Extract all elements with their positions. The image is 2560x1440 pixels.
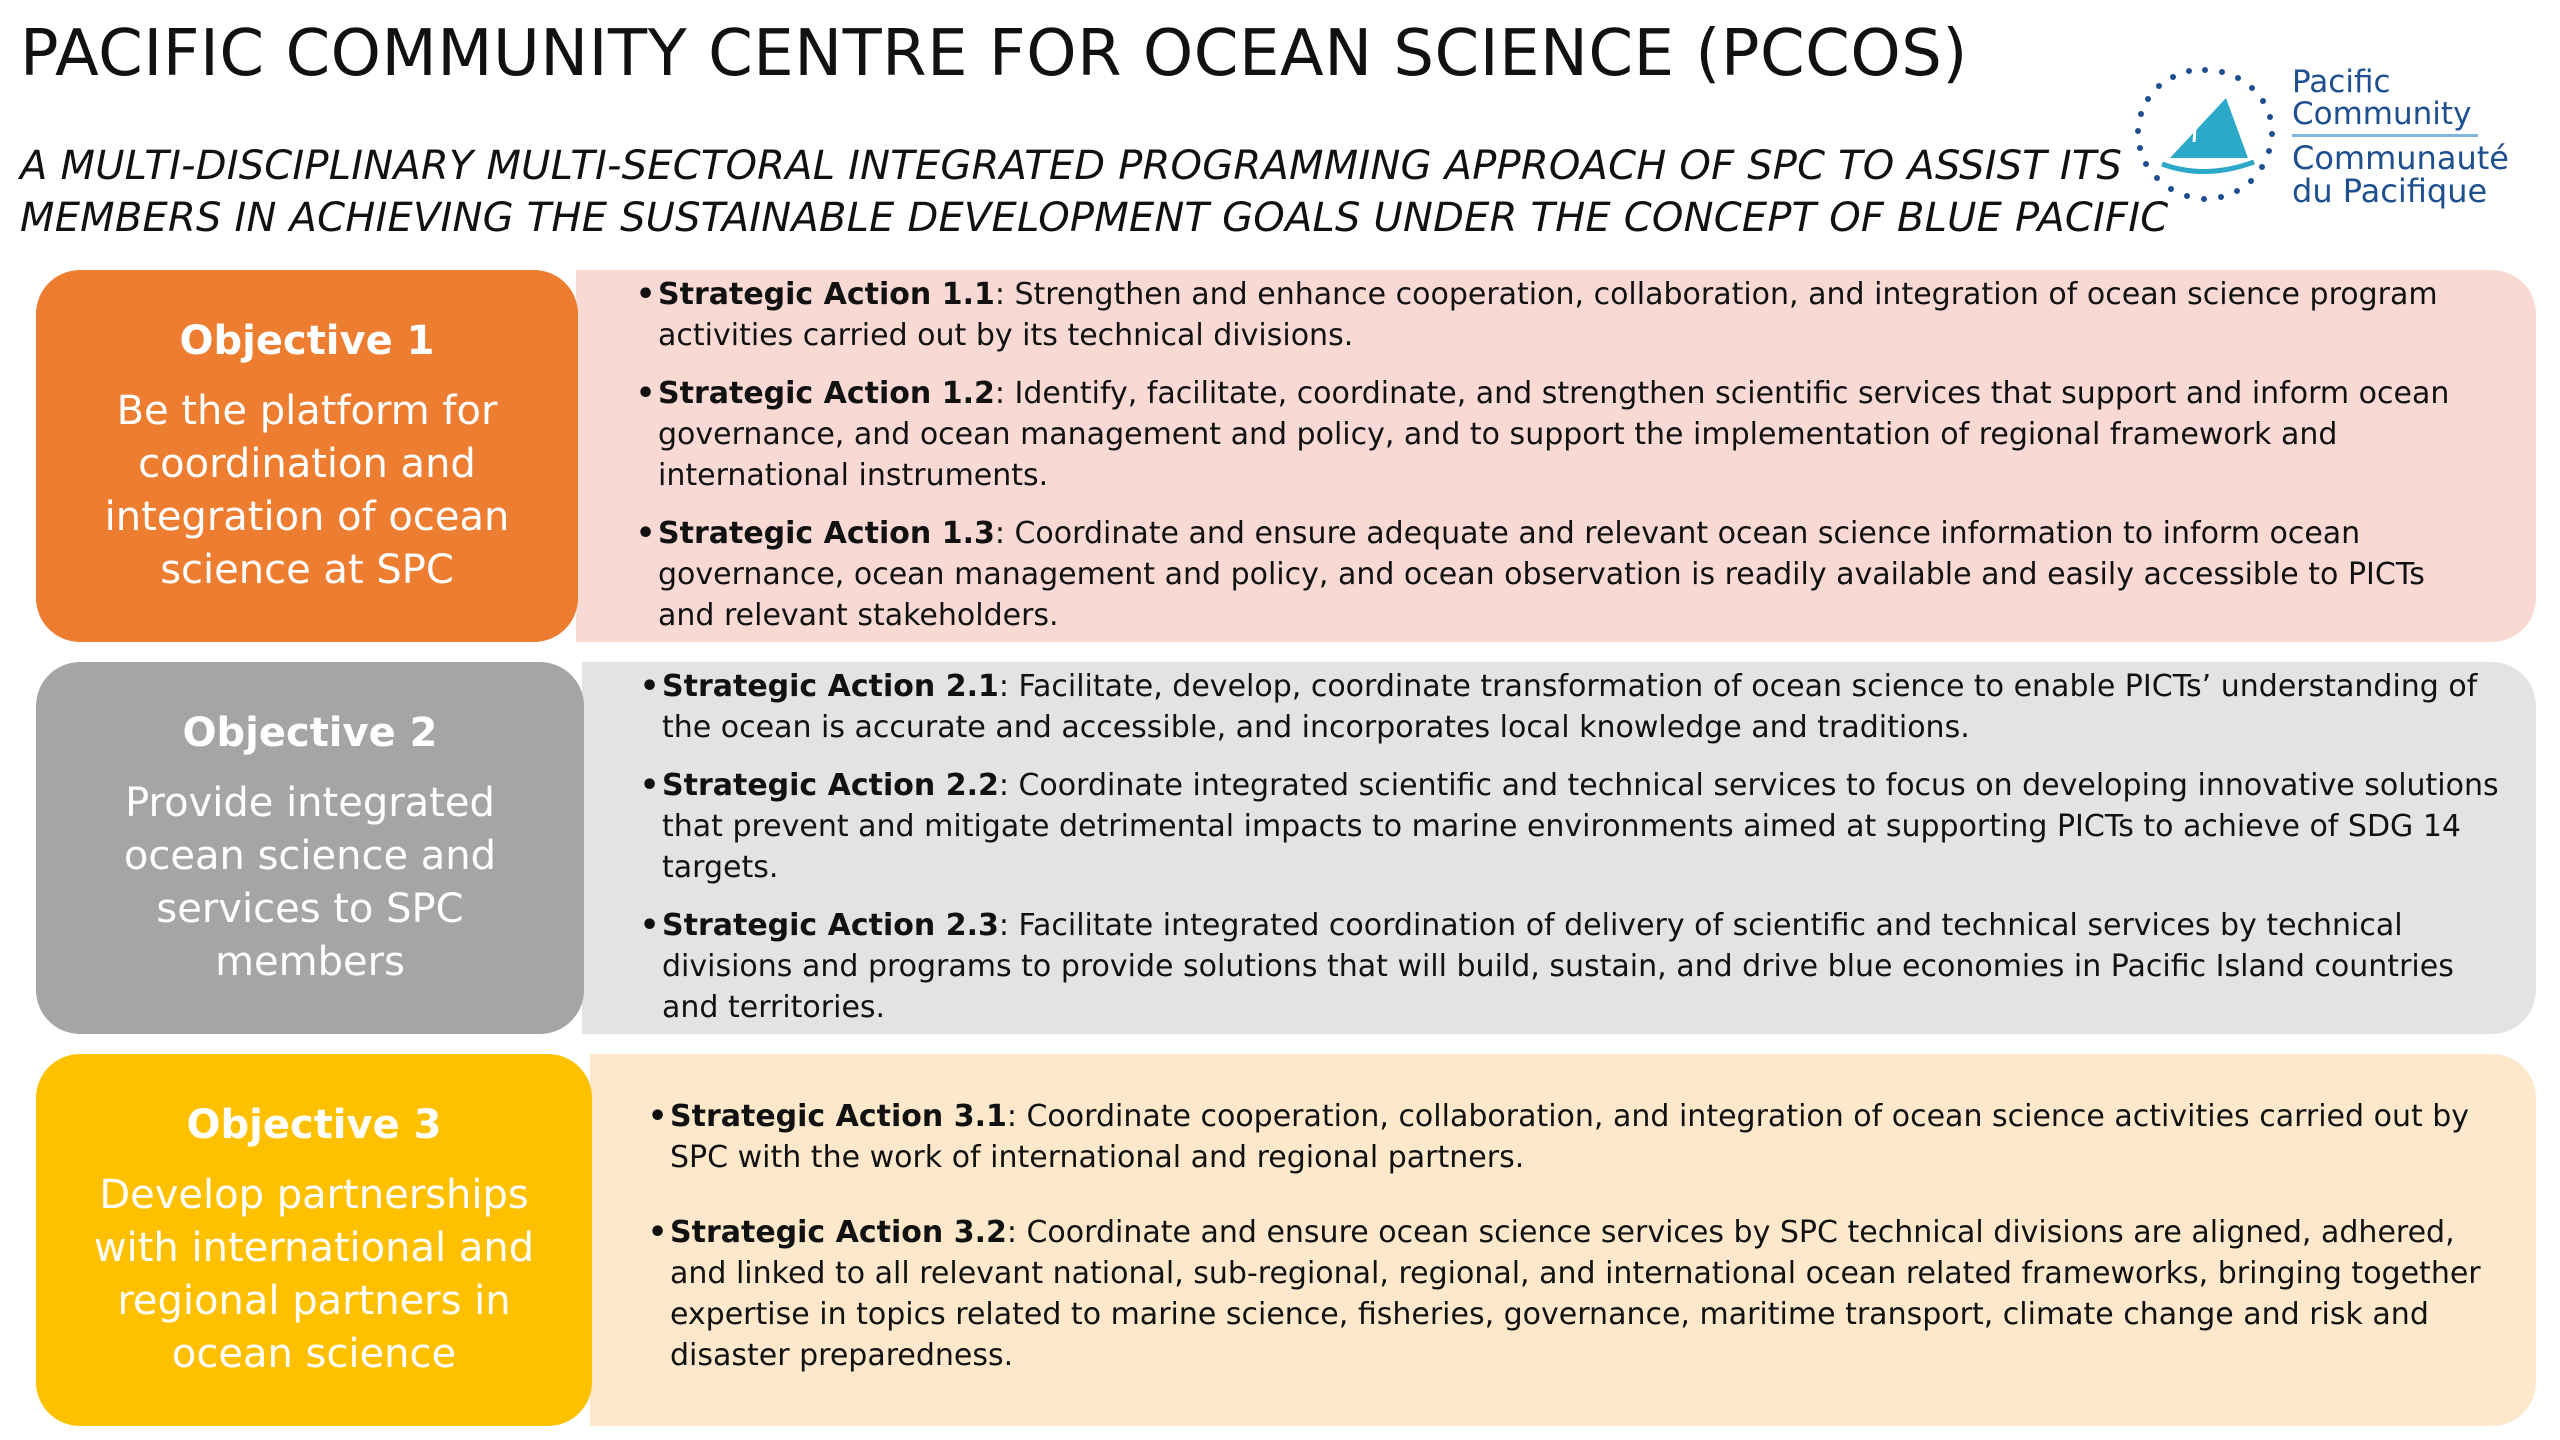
subtitle-line-2: MEMBERS IN ACHIEVING THE SUSTAINABLE DEVELOPMENT GOALS UNDER THE CONCEPT OF BLUE PACIFIC [20, 195, 2169, 241]
logo-text-french [2292, 139, 2509, 210]
strategic-action-text: : Coordinate cooperation, collaboration, and integration of ocean science activities carried out by SPC with the work of international and regional partners. [670, 1099, 2470, 1175]
objective-row-3 [36, 1054, 2536, 1426]
logo-text-en-line1: Pacific [2292, 64, 2391, 100]
strategic-action-1-2 [636, 373, 2466, 496]
objective-row-2 [36, 662, 2536, 1034]
objective-3-actions [648, 1096, 2488, 1393]
strategic-action-3-1 [648, 1096, 2488, 1178]
objective-1-box [36, 270, 578, 642]
objective-3-box [36, 1054, 592, 1426]
strategic-action-3-2 [648, 1212, 2488, 1376]
strategic-action-label: Strategic Action 1.3 [658, 516, 995, 551]
strategic-action-1-1 [636, 274, 2466, 356]
objective-3-description: Develop partnerships with international and regional partners in ocean science [93, 1172, 535, 1377]
logo-divider [2292, 134, 2478, 137]
objective-2-box [36, 662, 584, 1034]
strategic-action-text: : Facilitate integrated coordination of delivery of scientific and technical services by technical divisions and programs to provide solutions that will build, sustain, and drive blue economies in Pacific Island countries and territories. [662, 908, 2454, 1025]
strategic-action-2-1 [640, 666, 2500, 748]
objective-2-title: Objective 2 [182, 710, 438, 756]
page-title: PACIFIC COMMUNITY CENTRE FOR OCEAN SCIENCE (PCCOS) [20, 17, 1968, 91]
pacific-community-logo-icon [2130, 62, 2280, 212]
objective-1-description: Be the platform for coordination and integration of ocean science at SPC [104, 388, 510, 593]
strategic-action-text: : Coordinate and ensure adequate and relevant ocean science information to inform ocean governance, ocean management and policy, and ocean observation is readily available and easily accessible to PICTs and relevant stakeholders. [658, 516, 2425, 633]
logo-text-fr-line2: du Pacifique [2292, 172, 2488, 210]
pacific-community-logo [2130, 62, 2509, 222]
strategic-action-label: Strategic Action 2.3 [662, 908, 999, 943]
logo-text-english [2292, 66, 2471, 130]
strategic-action-1-3 [636, 513, 2466, 636]
logo-text-fr-line1: Communauté [2292, 139, 2509, 177]
strategic-action-text: : Strengthen and enhance cooperation, collaboration, and integration of ocean science program activities carried out by its technical divisions. [658, 277, 2438, 353]
objective-2-description: Provide integrated ocean science and services to SPC members [123, 780, 497, 985]
strategic-action-2-3 [640, 905, 2500, 1028]
strategic-action-label: Strategic Action 2.2 [662, 768, 999, 803]
objective-2-actions [640, 666, 2500, 1045]
strategic-action-text: : Coordinate integrated scientific and technical services to focus on developing innovative solutions that prevent and mitigate detrimental impacts to marine environments aimed at supporting PICTs to achieve of SDG 14 targets. [662, 768, 2499, 885]
strategic-action-text: : Coordinate and ensure ocean science services by SPC technical divisions are aligned, adhered, and linked to all relevant national, sub-regional, regional, and international ocean related frameworks, bringing together expertise in topics related to marine science, fisheries, governance, maritime transport, climate change and risk and disaster preparedness. [670, 1215, 2481, 1373]
strategic-action-label: Strategic Action 3.2 [670, 1215, 1007, 1250]
logo-text-en-line2: Community [2292, 96, 2472, 132]
objective-1-actions [636, 274, 2466, 653]
objective-3-title: Objective 3 [186, 1102, 442, 1148]
strategic-action-label: Strategic Action 1.2 [658, 376, 995, 411]
strategic-action-label: Strategic Action 2.1 [662, 669, 999, 704]
objective-1-title: Objective 1 [179, 318, 435, 364]
strategic-action-label: Strategic Action 3.1 [670, 1099, 1007, 1134]
strategic-action-text: : Identify, facilitate, coordinate, and strengthen scientific services that support and inform ocean governance, and ocean management and policy, and to support the implementation of regional framework and international instruments. [658, 376, 2450, 493]
page-subtitle [20, 140, 2169, 244]
strategic-action-2-2 [640, 765, 2500, 888]
objective-row-1 [36, 270, 2536, 642]
strategic-action-text: : Facilitate, develop, coordinate transformation of ocean science to enable PICTs’ understanding of the ocean is accurate and accessible, and incorporates local knowledge and traditions. [662, 669, 2478, 745]
subtitle-line-1: A MULTI-DISCIPLINARY MULTI-SECTORAL INTEGRATED PROGRAMMING APPROACH OF SPC TO ASSIST ITS [20, 143, 2123, 189]
strategic-action-label: Strategic Action 1.1 [658, 277, 995, 312]
